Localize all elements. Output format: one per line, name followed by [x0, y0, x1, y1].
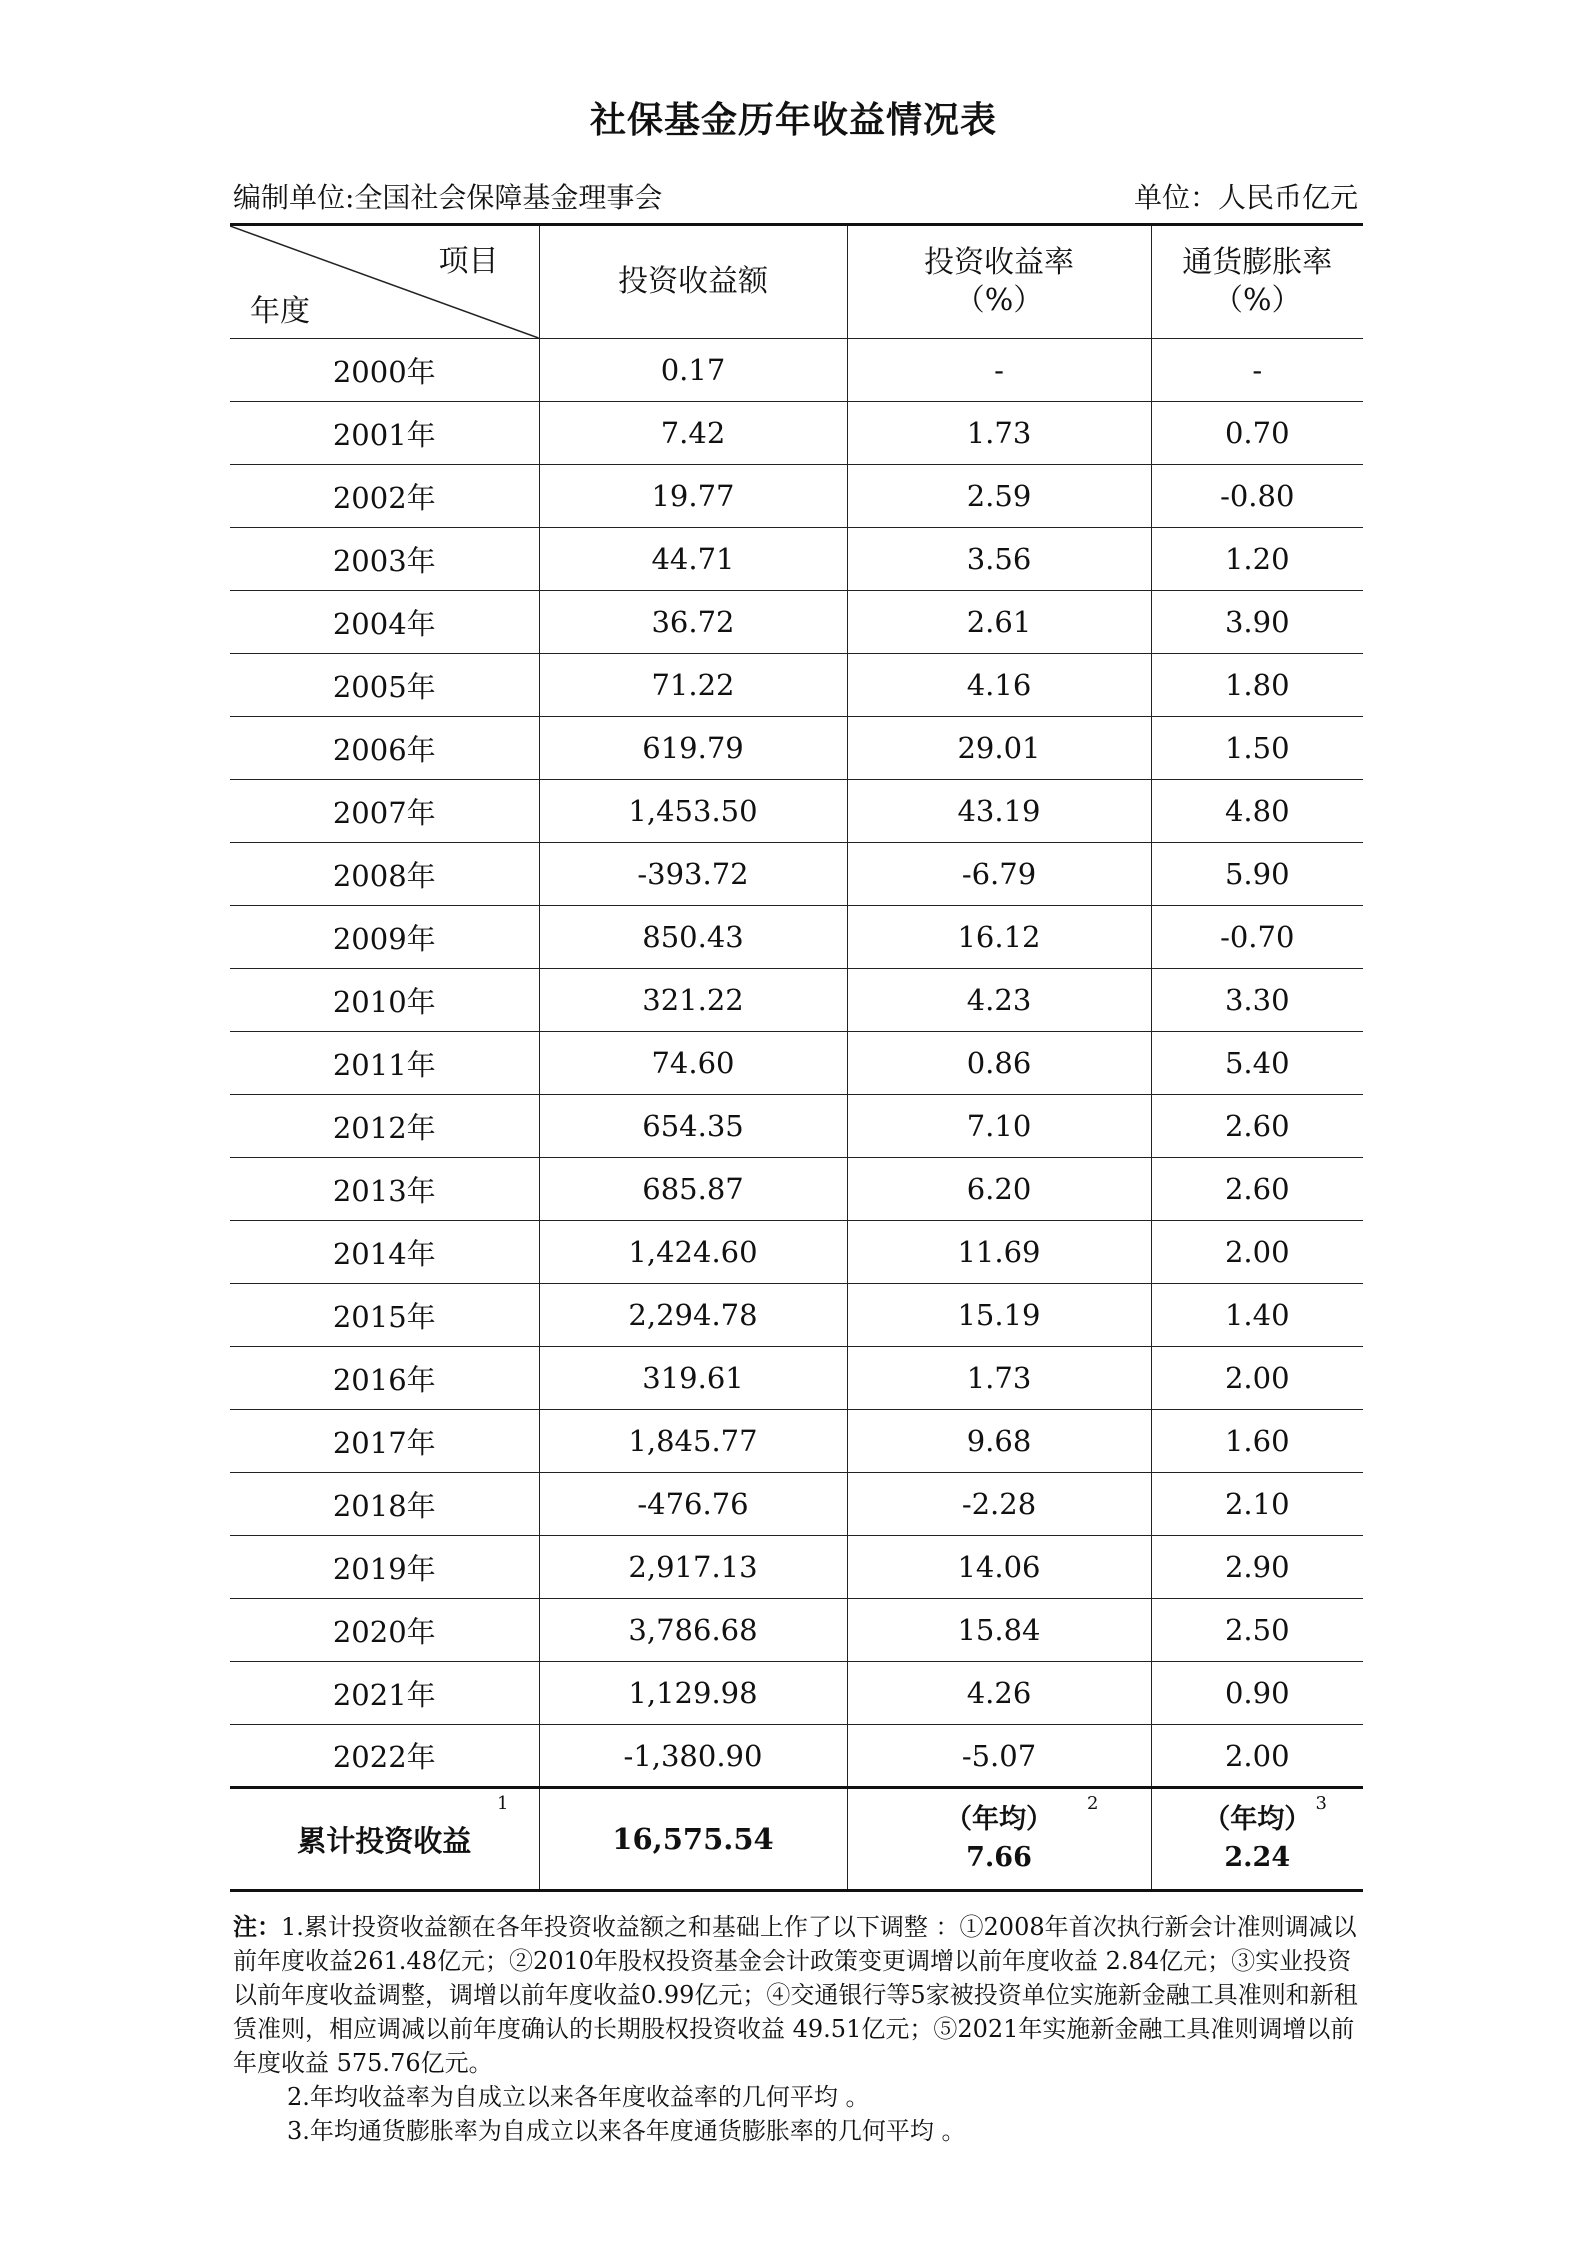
- note-3: 3.年均通货膨胀率为自成立以来各年度通货膨胀率的几何平均 。: [287, 2117, 966, 2145]
- table-row: [230, 591, 1363, 654]
- inflation-cell: 5.40: [1151, 1032, 1363, 1095]
- year-cell: 2012年: [230, 1095, 539, 1158]
- year-cell: 2022年: [230, 1725, 539, 1788]
- inflation-cell: 1.40: [1151, 1284, 1363, 1347]
- header-rate: [847, 225, 1151, 339]
- total-amount-cell: [539, 1788, 847, 1891]
- corner-header: [230, 225, 539, 339]
- total-amount: 16,575.54: [612, 1822, 774, 1856]
- returns-table: [230, 223, 1363, 1892]
- rate-cell: 6.20: [847, 1158, 1151, 1221]
- inflation-cell: -0.70: [1151, 906, 1363, 969]
- header-amount-label: 投资收益额: [618, 264, 768, 299]
- inflation-cell: 2.00: [1151, 1725, 1363, 1788]
- table-row: [230, 528, 1363, 591]
- corner-item-label: 项目: [438, 244, 499, 279]
- header-rate-label: 投资收益率: [924, 245, 1074, 280]
- total-rate-label: （年均）: [945, 1804, 1053, 1835]
- inflation-cell: 2.00: [1151, 1221, 1363, 1284]
- table-body: [230, 339, 1363, 1788]
- total-rate: 7.66: [966, 1842, 1032, 1873]
- table-row: [230, 402, 1363, 465]
- table-row: [230, 1347, 1363, 1410]
- total-row: [230, 1788, 1363, 1891]
- year-cell: 2001年: [230, 402, 539, 465]
- table-row: [230, 339, 1363, 402]
- amount-cell: 0.17: [539, 339, 847, 402]
- year-cell: 2002年: [230, 465, 539, 528]
- total-label-footnote: 1: [497, 1793, 509, 1814]
- total-label-cell: [230, 1788, 539, 1891]
- year-cell: 2007年: [230, 780, 539, 843]
- year-cell: 2017年: [230, 1410, 539, 1473]
- table-row: [230, 1473, 1363, 1536]
- amount-cell: 850.43: [539, 906, 847, 969]
- amount-cell: -476.76: [539, 1473, 847, 1536]
- table-row: [230, 843, 1363, 906]
- table-row: [230, 465, 1363, 528]
- amount-cell: -393.72: [539, 843, 847, 906]
- year-cell: 2016年: [230, 1347, 539, 1410]
- amount-cell: 619.79: [539, 717, 847, 780]
- amount-cell: 2,294.78: [539, 1284, 847, 1347]
- inflation-cell: 0.70: [1151, 402, 1363, 465]
- rate-cell: 3.56: [847, 528, 1151, 591]
- amount-cell: 71.22: [539, 654, 847, 717]
- inflation-cell: 3.30: [1151, 969, 1363, 1032]
- table-row: [230, 654, 1363, 717]
- table-row: [230, 1221, 1363, 1284]
- inflation-cell: 2.50: [1151, 1599, 1363, 1662]
- table-header-row: [230, 225, 1363, 339]
- rate-cell: 43.19: [847, 780, 1151, 843]
- total-inflation-cell: [1151, 1788, 1363, 1891]
- table-row: [230, 906, 1363, 969]
- table-row: [230, 1095, 1363, 1158]
- inflation-cell: 3.90: [1151, 591, 1363, 654]
- rate-cell: 7.10: [847, 1095, 1151, 1158]
- amount-cell: 44.71: [539, 528, 847, 591]
- inflation-cell: 5.90: [1151, 843, 1363, 906]
- rate-cell: 15.19: [847, 1284, 1151, 1347]
- total-inflation: 2.24: [1224, 1842, 1291, 1873]
- rate-cell: 9.68: [847, 1410, 1151, 1473]
- year-cell: 2004年: [230, 591, 539, 654]
- amount-cell: 654.35: [539, 1095, 847, 1158]
- amount-cell: 1,424.60: [539, 1221, 847, 1284]
- total-inflation-footnote: 3: [1315, 1793, 1327, 1814]
- table-row: [230, 1725, 1363, 1788]
- amount-cell: 1,845.77: [539, 1410, 847, 1473]
- page-title: 社保基金历年收益情况表: [589, 99, 997, 141]
- table-row: [230, 1536, 1363, 1599]
- year-cell: 2014年: [230, 1221, 539, 1284]
- rate-cell: 2.59: [847, 465, 1151, 528]
- rate-cell: 15.84: [847, 1599, 1151, 1662]
- rate-cell: -2.28: [847, 1473, 1151, 1536]
- header-amount: [539, 225, 847, 339]
- rate-cell: 4.23: [847, 969, 1151, 1032]
- table-row: [230, 1284, 1363, 1347]
- amount-cell: 321.22: [539, 969, 847, 1032]
- inflation-cell: -: [1151, 339, 1363, 402]
- notes: [233, 1910, 1366, 2148]
- rate-cell: 2.61: [847, 591, 1151, 654]
- table-row: [230, 1410, 1363, 1473]
- table-row: [230, 717, 1363, 780]
- year-cell: 2018年: [230, 1473, 539, 1536]
- inflation-cell: 1.50: [1151, 717, 1363, 780]
- inflation-cell: 2.60: [1151, 1095, 1363, 1158]
- table-row: [230, 1662, 1363, 1725]
- inflation-cell: 4.80: [1151, 780, 1363, 843]
- amount-cell: 319.61: [539, 1347, 847, 1410]
- year-cell: 2013年: [230, 1158, 539, 1221]
- inflation-cell: 2.90: [1151, 1536, 1363, 1599]
- year-cell: 2008年: [230, 843, 539, 906]
- year-cell: 2010年: [230, 969, 539, 1032]
- header-inflation-unit: （%）: [1212, 283, 1302, 318]
- rate-cell: 29.01: [847, 717, 1151, 780]
- inflation-cell: -0.80: [1151, 465, 1363, 528]
- rate-cell: 14.06: [847, 1536, 1151, 1599]
- unit-label: 单位：人民币亿元: [1133, 181, 1358, 214]
- amount-cell: 7.42: [539, 402, 847, 465]
- notes-label: 注：: [233, 1912, 281, 1941]
- total-label: 累计投资收益: [297, 1823, 472, 1858]
- compiler-label: 编制单位:全国社会保障基金理事会: [233, 181, 663, 214]
- rate-cell: 0.86: [847, 1032, 1151, 1095]
- total-rate-cell: [847, 1788, 1151, 1891]
- amount-cell: 74.60: [539, 1032, 847, 1095]
- inflation-cell: 0.90: [1151, 1662, 1363, 1725]
- inflation-cell: 1.60: [1151, 1410, 1363, 1473]
- header-rate-unit: （%）: [954, 283, 1044, 318]
- total-inflation-label: （年均）: [1203, 1804, 1312, 1835]
- year-cell: 2021年: [230, 1662, 539, 1725]
- year-cell: 2006年: [230, 717, 539, 780]
- amount-cell: -1,380.90: [539, 1725, 847, 1788]
- amount-cell: 685.87: [539, 1158, 847, 1221]
- note-1-text: 1.累计投资收益额在各年投资收益额之和基础上作了以下调整 ：①2008年首次执行新会计准则调减以前年度收益261.48亿元；②2010年股权投资基金会计政策变更调增以前年度收益 2.84亿元；③实业投资以前年度收益调整，调增以前年度收益0.99亿元；④交通银行等5家被投资单位实施新金融工具准则和新租赁准则，相应调减以前年度确认的长期股权投资收益 49.51亿元；⑤2021年实施新金融工具准则调增以前年度收益 575.76亿元。: [233, 1913, 1358, 2077]
- year-cell: 2020年: [230, 1599, 539, 1662]
- rate-cell: 16.12: [847, 906, 1151, 969]
- amount-cell: 19.77: [539, 465, 847, 528]
- corner-year-label: 年度: [250, 294, 310, 329]
- table-row: [230, 969, 1363, 1032]
- total-rate-footnote: 2: [1087, 1793, 1099, 1814]
- year-cell: 2019年: [230, 1536, 539, 1599]
- rate-cell: 11.69: [847, 1221, 1151, 1284]
- year-cell: 2011年: [230, 1032, 539, 1095]
- inflation-cell: 1.20: [1151, 528, 1363, 591]
- rate-cell: -5.07: [847, 1725, 1151, 1788]
- year-cell: 2000年: [230, 339, 539, 402]
- year-cell: 2009年: [230, 906, 539, 969]
- rate-cell: 1.73: [847, 1347, 1151, 1410]
- inflation-cell: 2.60: [1151, 1158, 1363, 1221]
- header-inflation: [1151, 225, 1363, 339]
- inflation-cell: 2.00: [1151, 1347, 1363, 1410]
- table-row: [230, 780, 1363, 843]
- year-cell: 2005年: [230, 654, 539, 717]
- amount-cell: 36.72: [539, 591, 847, 654]
- amount-cell: 2,917.13: [539, 1536, 847, 1599]
- amount-cell: 3,786.68: [539, 1599, 847, 1662]
- rate-cell: 4.26: [847, 1662, 1151, 1725]
- rate-cell: -6.79: [847, 843, 1151, 906]
- amount-cell: 1,453.50: [539, 780, 847, 843]
- year-cell: 2015年: [230, 1284, 539, 1347]
- header-inflation-label: 通货膨胀率: [1182, 245, 1333, 280]
- inflation-cell: 2.10: [1151, 1473, 1363, 1536]
- year-cell: 2003年: [230, 528, 539, 591]
- note-2: 2.年均收益率为自成立以来各年度收益率的几何平均 。: [287, 2083, 870, 2111]
- rate-cell: 4.16: [847, 654, 1151, 717]
- table-row: [230, 1599, 1363, 1662]
- amount-cell: 1,129.98: [539, 1662, 847, 1725]
- inflation-cell: 1.80: [1151, 654, 1363, 717]
- note-1: [233, 1910, 1366, 2080]
- rate-cell: -: [847, 339, 1151, 402]
- table-row: [230, 1032, 1363, 1095]
- rate-cell: 1.73: [847, 402, 1151, 465]
- table-row: [230, 1158, 1363, 1221]
